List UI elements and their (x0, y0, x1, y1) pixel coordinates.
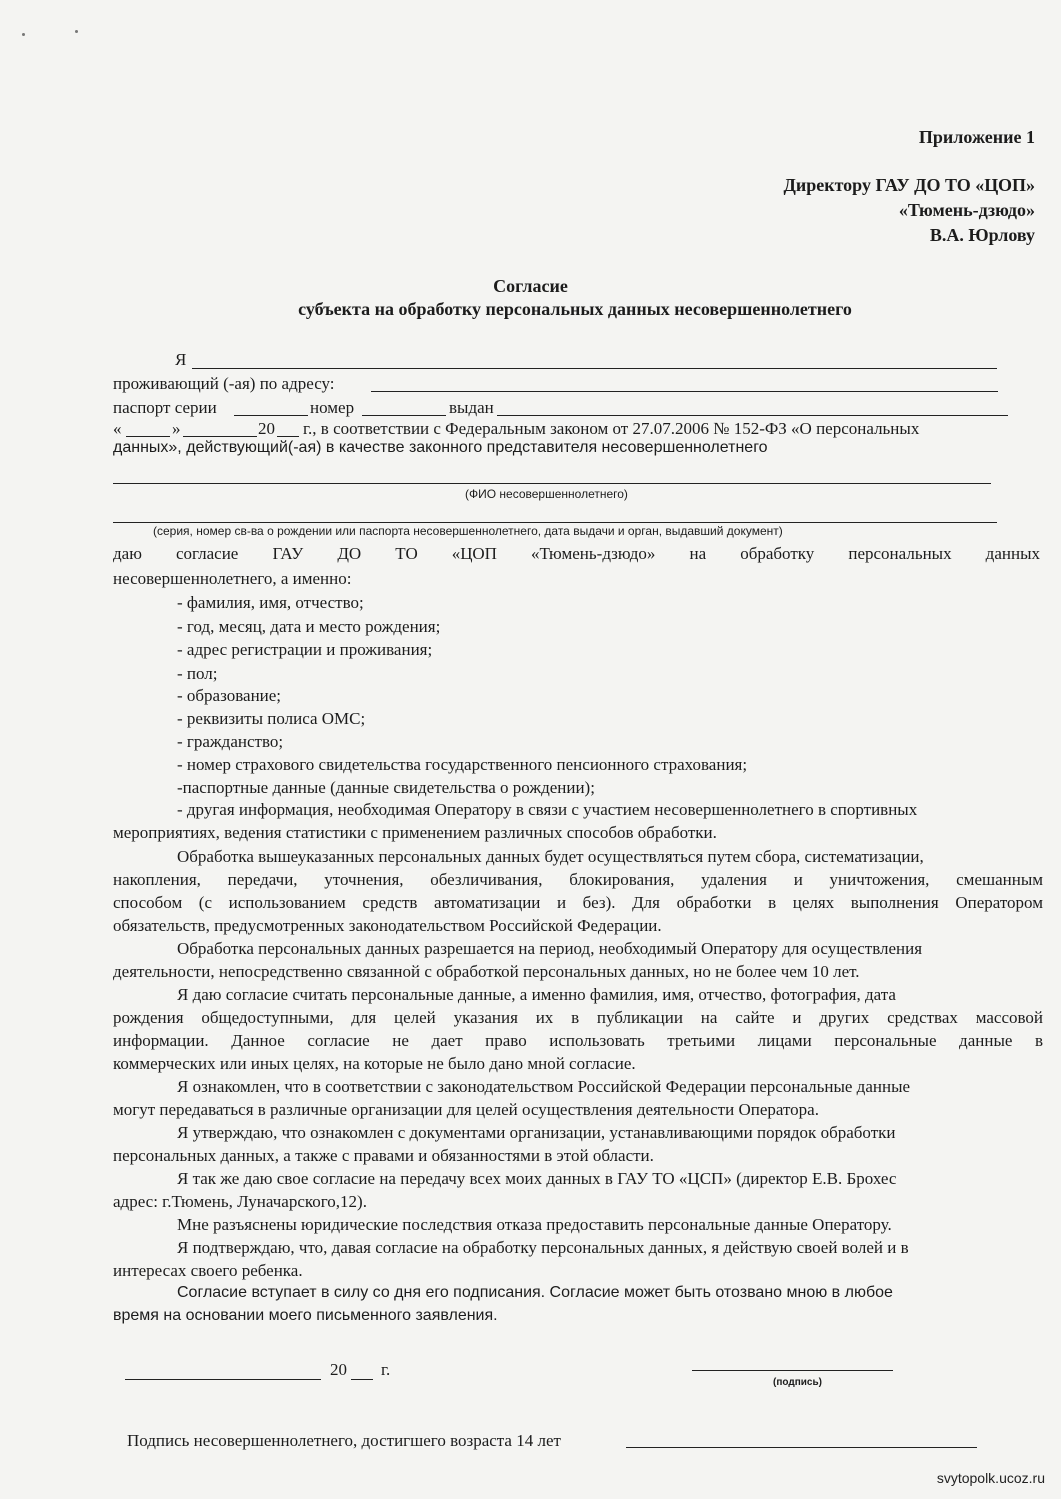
paragraph-line: могут передаваться в различные организации для целей осуществления деятельности Оператора. (113, 1100, 819, 1119)
paragraph-line: персональных данных, а также с правами и обязанностями в этой области. (113, 1146, 654, 1165)
paragraph-line: накопления, передачи, уточнения, обезличивания, блокирования, удаления и уничтожения, смешанным (113, 870, 1043, 889)
signature-year-line[interactable] (351, 1379, 373, 1380)
full-name-line[interactable] (192, 368, 997, 369)
list-item: - номер страхового свидетельства государственного пенсионного страхования; (177, 755, 748, 774)
passport-number-line[interactable] (362, 415, 446, 416)
signature-line[interactable] (692, 1370, 893, 1371)
paragraph-line: коммерческих или иных целях, на которые не было дано мной согласие. (113, 1054, 636, 1073)
paragraph-line: время на основании моего письменного заявления. (113, 1307, 498, 1324)
passport-issued-label: выдан (449, 398, 494, 417)
list-item: - другая информация, необходимая Оператору в связи с участием несовершеннолетнего в спортивных (177, 800, 918, 819)
list-item: - год, месяц, дата и место рождения; (177, 617, 441, 636)
passport-series-line[interactable] (234, 415, 308, 416)
paragraph-line: Я утверждаю, что ознакомлен с документами организации, устанавливающими порядок обработки (177, 1123, 896, 1142)
date-year-prefix: 20 (258, 419, 275, 438)
date-day-line[interactable] (126, 436, 170, 437)
paragraph-line: способом (с использованием средств автоматизации и без). Для обработки в целях выполнения Оператором (113, 893, 1043, 912)
list-item: - адрес регистрации и проживания; (177, 640, 433, 659)
paragraph-line: Мне разъяснены юридические последствия отказа предоставить персональные данные Оператору. (177, 1215, 892, 1234)
addressee-line-1: Директору ГАУ ДО ТО «ЦОП» (783, 175, 1035, 195)
i-label: Я (175, 350, 187, 369)
signature-year-suffix: г. (381, 1360, 391, 1379)
appendix-label: Приложение 1 (918, 127, 1035, 147)
list-item: -паспортные данные (данные свидетельства о рождении); (177, 778, 595, 797)
watermark: svytopolk.ucoz.ru (936, 1470, 1045, 1486)
scan-speck (22, 33, 25, 36)
scan-speck (75, 30, 78, 33)
passport-series-label: паспорт серии (113, 398, 217, 417)
paragraph-line: адрес: г.Тюмень, Луначарского,12). (113, 1192, 367, 1211)
signature-caption: (подпись) (773, 1377, 822, 1388)
date-close-quote: » (172, 419, 181, 438)
addressee-line-3: В.А. Юрлову (929, 225, 1035, 245)
paragraph-line: Я даю согласие считать персональные данные, а именно фамилия, имя, отчество, фотография, дата (177, 985, 896, 1004)
addressee-line-2: «Тюмень-дзюдо» (898, 200, 1035, 220)
paragraph-line: обязательств, предусмотренных законодательством Российской Федерации. (113, 916, 662, 935)
address-label: проживающий (-ая) по адресу: (113, 374, 335, 393)
title-line-1: Согласие (493, 276, 568, 296)
minor-signature-label: Подпись несовершеннолетнего, достигшего возраста 14 лет (127, 1431, 561, 1450)
paragraph-line: Согласие вступает в силу со дня его подписания. Согласие может быть отозвано мною в любое (177, 1284, 893, 1301)
paragraph-line: Обработка вышеуказанных персональных данных будет осуществляться путем сбора, систематизации, (177, 847, 924, 866)
title-line-2: субъекта на обработку персональных данных несовершеннолетнего (298, 299, 852, 319)
paragraph-line: рождения общедоступными, для целей указания их в публикации на сайте и других средствах массовой (113, 1008, 1043, 1027)
paragraph-line: Я так же даю свое согласие на передачу всех моих данных в ГАУ ТО «ЦСП» (директор Е.В. Брохес (177, 1169, 897, 1188)
minor-name-line[interactable] (113, 483, 991, 484)
list-item-continuation: мероприятиях, ведения статистики с применением различных способов обработки. (113, 823, 717, 842)
law-text: г., в соответствии с Федеральным законом от 27.07.2006 № 152-ФЗ «О персональных (303, 419, 920, 438)
paragraph-line: Обработка персональных данных разрешается на период, необходимый Оператору для осуществления (177, 939, 923, 958)
consent-intro-line-2: несовершеннолетнего, а именно: (113, 569, 352, 588)
list-item: - образование; (177, 686, 282, 705)
address-line[interactable] (371, 391, 998, 392)
list-item: - реквизиты полиса ОМС; (177, 709, 366, 728)
minor-document-caption: (серия, номер св-ва о рождении или паспорта несовершеннолетнего, дата выдачи и орган, выдавший документ) (153, 524, 783, 538)
list-item: - пол; (177, 664, 218, 683)
paragraph-line: Я подтверждаю, что, давая согласие на обработку персональных данных, я действую своей волей и в (177, 1238, 909, 1257)
list-item: - фамилия, имя, отчество; (177, 593, 364, 612)
signature-year-prefix: 20 (330, 1360, 347, 1379)
signature-date-line[interactable] (125, 1379, 321, 1380)
date-open-quote: « (113, 419, 122, 438)
passport-number-label: номер (310, 398, 355, 417)
paragraph-line: информации. Данное согласие не дает право использовать третьими лицами персональные данные в (113, 1031, 1043, 1050)
paragraph-line: деятельности, непосредственно связанной с обработкой персональных данных, но не более чем 10 лет. (113, 962, 860, 981)
paragraph-line: Я ознакомлен, что в соответствии с законодательством Российской Федерации персональные данные (177, 1077, 911, 1096)
law-continuation: данных», действующий(-ая) в качестве законного представителя несовершеннолетнего (113, 439, 768, 456)
paragraph-line: интересах своего ребенка. (113, 1261, 303, 1280)
minor-signature-line[interactable] (626, 1447, 977, 1448)
consent-intro-line-1: даю согласие ГАУ ДО ТО «ЦОП «Тюмень-дзюдо» на обработку персональных данных (113, 544, 1040, 563)
date-month-line[interactable] (183, 436, 257, 437)
passport-issued-line[interactable] (497, 415, 1008, 416)
minor-document-line[interactable] (113, 522, 997, 523)
date-year-line[interactable] (277, 436, 299, 437)
minor-name-caption: (ФИО несовершеннолетнего) (465, 487, 628, 501)
list-item: - гражданство; (177, 732, 284, 751)
